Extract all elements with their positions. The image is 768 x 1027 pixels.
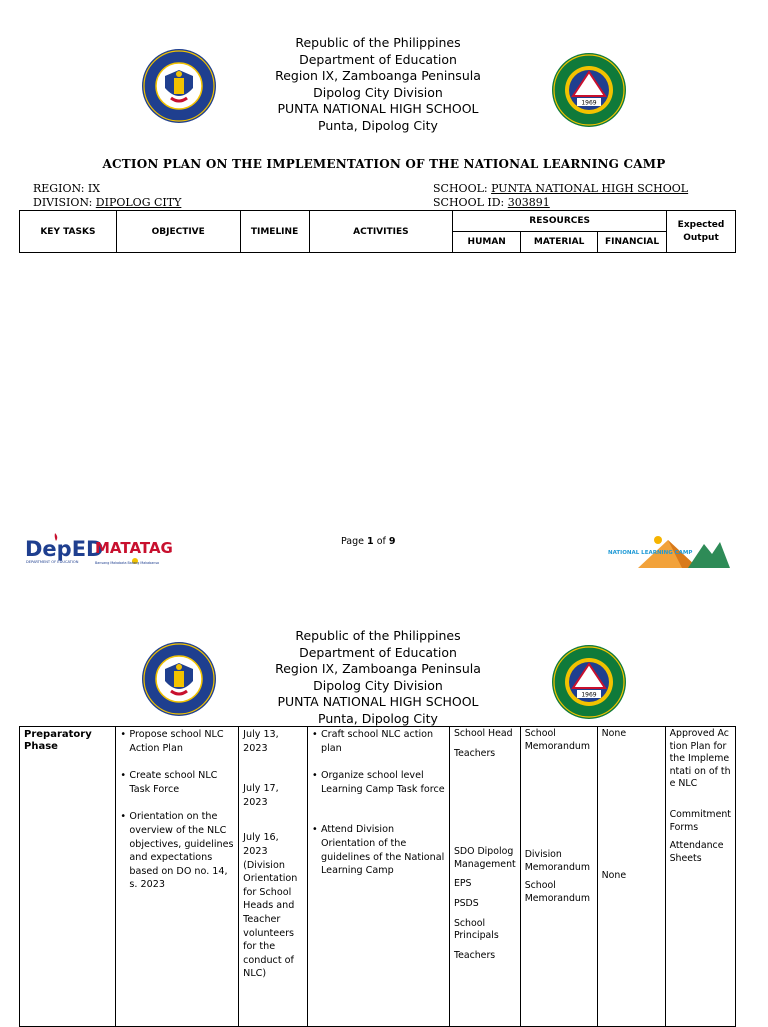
- col-activities: ACTIVITIES: [309, 211, 453, 253]
- deped-seal-left-page2: [141, 641, 217, 717]
- cell-material: School Memorandum Division Memorandum School Memorandum: [520, 727, 597, 1027]
- col-material: MATERIAL: [521, 232, 598, 253]
- letterhead: [228, 35, 528, 134]
- school-seal-right-page2: [551, 644, 627, 720]
- list-item: • Propose school NLC Action Plan: [120, 728, 234, 755]
- letterhead-page2: Republic of the Philippines Department of Education Region IX, Zamboanga Peninsula Dipolog City Division PUNTA NATIONAL HIGH SCHOOL Punta, Dipolog City: [275, 628, 481, 726]
- list-item: • Craft school NLC action plan: [312, 728, 445, 755]
- col-objective: OBJECTIVE: [116, 211, 240, 253]
- letterhead-line: PUNTA NATIONAL HIGH SCHOOL: [277, 101, 479, 116]
- cell-human: School Head Teachers SDO Dipolog Management EPS PSDS School Principals Teachers: [449, 727, 520, 1027]
- col-resources: RESOURCES: [453, 211, 667, 232]
- deped-subtext: DEPARTMENT OF EDUCATION: [26, 560, 79, 564]
- document-title: ACTION PLAN ON THE IMPLEMENTATION OF THE NATIONAL LEARNING CAMP: [102, 157, 666, 171]
- division-label: DIVISION:: [33, 195, 93, 209]
- table-row: [20, 727, 736, 1027]
- region-division: [33, 182, 181, 209]
- letterhead-line: Dipolog City Division: [313, 84, 443, 100]
- col-expected-output: Expected Output: [667, 211, 736, 253]
- cell-expected-output: Approved Action Plan for the Implementati on of the NLC Commitment Forms Attendance Sheets: [665, 727, 735, 1027]
- list-item: • Attend Division Orientation of the guidelines of the National Learning Camp: [312, 823, 445, 877]
- seal-year: 1969: [581, 691, 597, 699]
- school-info: [433, 182, 688, 209]
- deped-logo: [25, 531, 104, 565]
- region-label: REGION:: [33, 182, 85, 195]
- col-key-tasks: KEY TASKS: [20, 211, 117, 253]
- deped-seal-left: [141, 48, 217, 124]
- matatag-logo: [95, 537, 179, 567]
- list-item: • Orientation on the overview of the NLC objectives, guidelines and expectations based on DO no. 14, s. 2023: [120, 810, 234, 892]
- school-label: SCHOOL:: [433, 182, 488, 195]
- division-value: DIPOLOG CITY: [95, 195, 182, 209]
- action-plan-body-table: [19, 726, 736, 1027]
- deped-wordmark: DepED: [25, 537, 104, 561]
- school-id-value: 303891: [507, 195, 550, 209]
- matatag-wordmark: MATATAG: [95, 539, 173, 557]
- cell-objective: [116, 727, 239, 1027]
- list-item: • Create school NLC Task Force: [120, 769, 234, 796]
- letterhead-line: Region IX, Zamboanga Peninsula: [275, 68, 481, 83]
- school-seal-right: [551, 52, 627, 128]
- page-number: Page 1 of 9: [341, 536, 396, 547]
- col-human: HUMAN: [453, 232, 521, 253]
- cell-key-task: Preparatory Phase: [20, 727, 116, 1027]
- col-financial: FINANCIAL: [598, 232, 667, 253]
- letterhead-line: Republic of the Philippines: [295, 35, 461, 50]
- region-value: IX: [87, 182, 101, 195]
- list-item: • Organize school level Learning Camp Task force: [312, 769, 445, 796]
- cell-financial: None None: [597, 727, 665, 1027]
- cell-timeline: July 13, 2023 July 17, 2023 July 16, 2023 (Division Orientation for School Heads and Teacher volunteers for the conduct of NLC): [239, 727, 308, 1027]
- national-learning-camp-logo: [608, 532, 730, 572]
- action-plan-header-table: [19, 210, 736, 253]
- col-timeline: TIMELINE: [240, 211, 309, 253]
- seal-year: 1969: [581, 99, 597, 107]
- nlc-wordmark: NATIONAL LEARNING CAMP: [608, 550, 693, 556]
- matatag-subtext: Bansang Makabata Batang Makabansa: [95, 561, 160, 565]
- school-id-label: SCHOOL ID:: [433, 195, 505, 209]
- letterhead-line: Punta, Dipolog City: [318, 117, 438, 133]
- cell-activities: [307, 727, 449, 1027]
- letterhead-line: Department of Education: [299, 51, 457, 67]
- school-value: PUNTA NATIONAL HIGH SCHOOL: [491, 182, 689, 195]
